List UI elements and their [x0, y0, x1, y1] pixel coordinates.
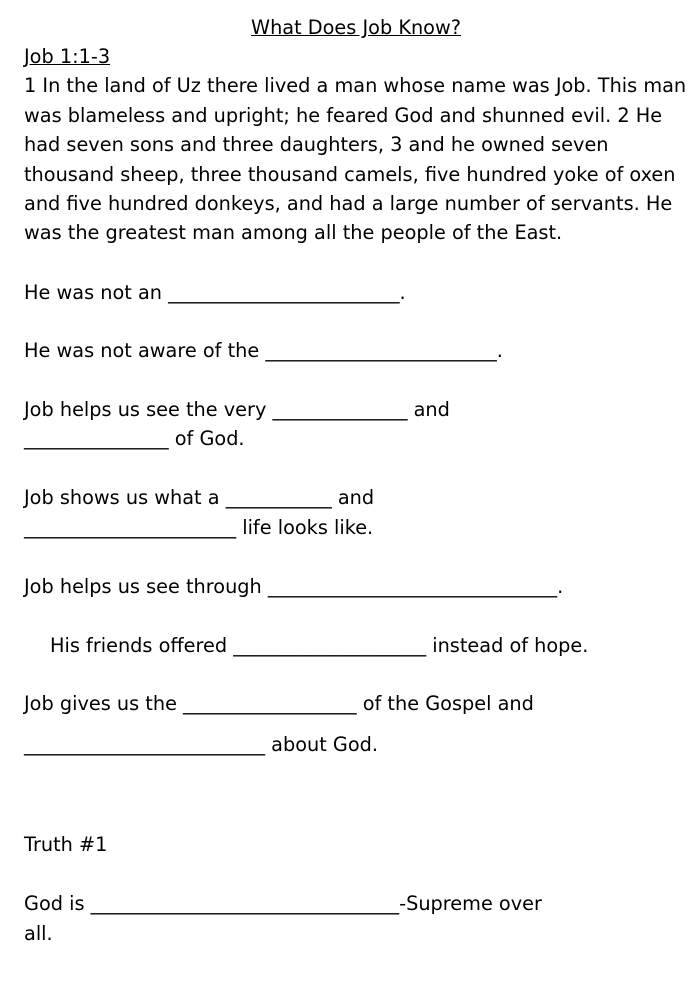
- page-title: What Does Job Know?: [251, 16, 461, 39]
- question-life-line-1: Job shows us what a ___________ and: [24, 486, 375, 510]
- scripture-passage: 1 In the land of Uz there lived a man whose name was Job. This man was blameless and upright; he feared God and shunned evil. 2 He had seven sons and three daughters, 3 and he owned seven thousand sheep, three thousand camels, five hundred yoke of oxen and five hundred donkeys, and had a large number of servants. He was the greatest man among all the people of the East.: [24, 74, 687, 245]
- question-gospel-line-2: _________________________ about God.: [24, 732, 379, 756]
- question-not-an: He was not an ________________________.: [24, 280, 406, 304]
- worksheet-page: [24, 14, 688, 948]
- truth-line-2: all.: [24, 921, 53, 945]
- question-life-line-2: ______________________ life looks like.: [24, 515, 374, 539]
- question-friends-offered: His friends offered ____________________ instead of hope.: [50, 633, 589, 657]
- question-very-line-1: Job helps us see the very ______________ and: [24, 397, 450, 421]
- question-very-line-2: _______________ of God.: [24, 427, 245, 451]
- truth-line-1: God is ________________________________-Supreme over: [24, 892, 542, 916]
- question-not-aware: He was not aware of the ________________________.: [24, 339, 503, 363]
- scripture-reference: Job 1:1-3: [24, 45, 111, 68]
- question-gospel-line-1: Job gives us the __________________ of the Gospel and: [24, 692, 534, 716]
- question-see-through: Job helps us see through ______________________________.: [24, 575, 564, 599]
- truth-heading: Truth #1: [24, 832, 108, 856]
